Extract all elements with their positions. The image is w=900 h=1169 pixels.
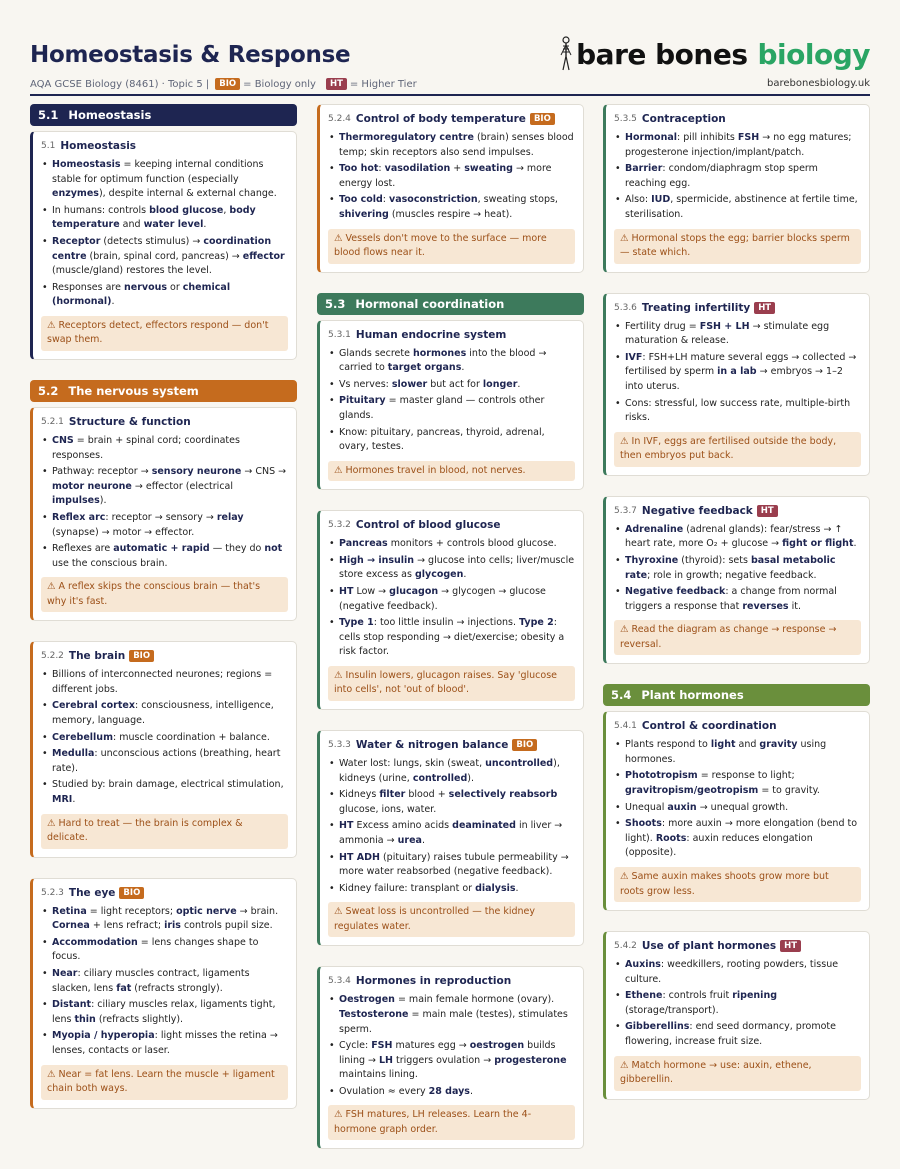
list-item: • Thermoregulatory centre (brain) senses blood temp; skin receptors also send impulses. bbox=[328, 131, 575, 160]
list-item: • Distant: ciliary muscles relax, ligaments tight, lens thin (refracts slightly). bbox=[41, 998, 288, 1027]
card-title: 5.3.2 Control of blood glucose bbox=[328, 519, 501, 532]
column-2 bbox=[317, 104, 584, 1169]
skeleton-icon bbox=[559, 36, 573, 72]
bullet-list bbox=[614, 958, 861, 1050]
page-header bbox=[30, 0, 870, 97]
card-title: 5.1 Homeostasis bbox=[41, 140, 137, 152]
ht-legend: = Higher Tier bbox=[349, 78, 417, 90]
bullet-list bbox=[328, 993, 575, 1099]
logo bbox=[559, 36, 870, 72]
list-item: • Shoots: more auxin → more elongation (bend to light). Roots: auxin reduces elongation (opposite). bbox=[614, 817, 861, 861]
warning-note: ⚠ Receptors detect, effectors respond — don't swap them. bbox=[41, 316, 288, 351]
bullet-list bbox=[614, 738, 861, 861]
list-item: • Auxins: weedkillers, rooting powders, tissue culture. bbox=[614, 958, 861, 987]
bullet-list bbox=[41, 434, 288, 571]
list-item: • Barrier: condom/diaphragm stop sperm reaching egg. bbox=[614, 162, 861, 191]
card-title: 5.2.1 Structure & function bbox=[41, 415, 191, 428]
section-header-5-3: 5.3 Hormonal coordination bbox=[317, 293, 584, 315]
card-5-3-3-water bbox=[317, 730, 584, 946]
bio-badge: BIO bbox=[215, 78, 240, 90]
list-item: • Receptor (detects stimulus) → coordination centre (brain, spinal cord, pancreas) → effector (muscle/gland) restores the level. bbox=[41, 235, 288, 279]
card-5-1-homeostasis bbox=[30, 131, 297, 360]
list-item: • Vs nerves: slower but act for longer. bbox=[328, 378, 575, 393]
card-5-4-1-control bbox=[603, 711, 870, 911]
list-item: • HT ADH (pituitary) raises tubule permeability → more water reabsorbed (negative feedback). bbox=[328, 851, 575, 880]
list-item: • Adrenaline (adrenal glands): fear/stress → ↑ heart rate, more O₂ + glucose → fight or flight. bbox=[614, 523, 861, 552]
list-item: • Oestrogen = main female hormone (ovary). Testosterone = main male (testes), stimulates sperm. bbox=[328, 993, 575, 1037]
section-header-5-2: 5.2 The nervous system bbox=[30, 380, 297, 402]
warning-note: ⚠ Vessels don't move to the surface — more blood flows near it. bbox=[328, 229, 575, 264]
warning-note: ⚠ Match hormone → use: auxin, ethene, gibberellin. bbox=[614, 1056, 861, 1091]
card-5-3-7-feedback bbox=[603, 496, 870, 665]
bio-badge: BIO bbox=[119, 887, 144, 899]
warning-note: ⚠ FSH matures, LH releases. Learn the 4-hormone graph order. bbox=[328, 1105, 575, 1140]
list-item: • Responses are nervous or chemical (hormonal). bbox=[41, 281, 288, 310]
list-item: • Too hot: vasodilation + sweating → more energy lost. bbox=[328, 162, 575, 191]
column-3 bbox=[603, 104, 870, 1120]
bio-badge: BIO bbox=[129, 650, 154, 662]
card-title: 5.3.6 Treating infertility HT bbox=[614, 302, 861, 314]
bio-badge: BIO bbox=[530, 113, 555, 125]
list-item: • Know: pituitary, pancreas, thyroid, adrenal, ovary, testes. bbox=[328, 426, 575, 455]
warning-note: ⚠ Same auxin makes shoots grow more but roots grow less. bbox=[614, 867, 861, 902]
list-item: • Ovulation ≈ every 28 days. bbox=[328, 1085, 575, 1100]
warning-note: ⚠ Hard to treat — the brain is complex & delicate. bbox=[41, 814, 288, 849]
ht-badge: HT bbox=[326, 78, 347, 90]
list-item: • Gibberellins: end seed dormancy, promote flowering, increase fruit size. bbox=[614, 1020, 861, 1049]
list-item: • Homeostasis = keeping internal conditions stable for optimum function (especially enzymes), despite internal & external change. bbox=[41, 158, 288, 202]
header-divider bbox=[30, 94, 870, 96]
website-link[interactable]: barebonesbiology.uk bbox=[767, 78, 870, 89]
list-item: • Type 1: too little insulin → injections. Type 2: cells stop responding → diet/exercise; obesity a risk factor. bbox=[328, 616, 575, 660]
warning-note: ⚠ Near = fat lens. Learn the muscle + ligament chain both ways. bbox=[41, 1065, 288, 1100]
list-item: • HT Low → glucagon → glycogen → glucose (negative feedback). bbox=[328, 585, 575, 614]
bullet-list bbox=[41, 158, 288, 310]
list-item: • Hormonal: pill inhibits FSH → no egg matures; progesterone injection/implant/patch. bbox=[614, 131, 861, 160]
card-5-2-3-eye bbox=[30, 878, 297, 1109]
card-5-3-6-infertility bbox=[603, 293, 870, 476]
card-title: 5.3.5 Contraception bbox=[614, 113, 726, 125]
list-item: • Retina = light receptors; optic nerve → brain. Cornea + lens refract; iris controls pupil size. bbox=[41, 905, 288, 934]
list-item: • Cons: stressful, low success rate, multiple-birth risks. bbox=[614, 397, 861, 426]
logo-text-biology: biology bbox=[757, 37, 870, 71]
list-item: • Billions of interconnected neurones; regions = different jobs. bbox=[41, 668, 288, 697]
list-item: • Pancreas monitors + controls blood glucose. bbox=[328, 537, 575, 552]
warning-note: ⚠ A reflex skips the conscious brain — that's why it's fast. bbox=[41, 577, 288, 612]
list-item: • Cerebellum: muscle coordination + balance. bbox=[41, 731, 288, 746]
column-1 bbox=[30, 104, 297, 1129]
list-item: • Pituitary = master gland — controls other glands. bbox=[328, 394, 575, 423]
card-5-2-1-structure bbox=[30, 407, 297, 621]
list-item: • Cerebral cortex: consciousness, intelligence, memory, language. bbox=[41, 699, 288, 728]
list-item: • Unequal auxin → unequal growth. bbox=[614, 801, 861, 816]
bullet-list bbox=[328, 757, 575, 896]
card-5-2-4-temperature bbox=[317, 104, 584, 273]
bullet-list bbox=[41, 668, 288, 807]
page-title: Homeostasis & Response bbox=[30, 42, 351, 68]
list-item: • Reflexes are automatic + rapid — they do not use the conscious brain. bbox=[41, 542, 288, 571]
list-item: • Phototropism = response to light; gravitropism/geotropism = to gravity. bbox=[614, 769, 861, 798]
card-title: 5.2.3 The eye BIO bbox=[41, 887, 288, 899]
card-title: 5.3.7 Negative feedback HT bbox=[614, 505, 861, 517]
bio-legend: = Biology only bbox=[243, 78, 316, 90]
list-item: • Negative feedback: a change from normal triggers a response that reverses it. bbox=[614, 585, 861, 614]
list-item: • Reflex arc: receptor → sensory → relay (synapse) → motor → effector. bbox=[41, 511, 288, 540]
card-title: 5.2.2 The brain BIO bbox=[41, 650, 288, 662]
list-item: • CNS = brain + spinal cord; coordinates responses. bbox=[41, 434, 288, 463]
card-5-3-4-reproduction bbox=[317, 966, 584, 1149]
warning-note: ⚠ Insulin lowers, glucagon raises. Say 'glucose into cells', not 'out of blood'. bbox=[328, 666, 575, 701]
card-title: 5.4.1 Control & coordination bbox=[614, 720, 777, 733]
ht-badge: HT bbox=[780, 940, 801, 952]
bullet-list bbox=[614, 523, 861, 615]
list-item: • Myopia / hyperopia: light misses the retina → lenses, contacts or laser. bbox=[41, 1029, 288, 1058]
list-item: • Kidneys filter blood + selectively reabsorb glucose, ions, water. bbox=[328, 788, 575, 817]
card-5-4-2-uses bbox=[603, 931, 870, 1100]
list-item: • Also: IUD, spermicide, abstinence at fertile time, sterilisation. bbox=[614, 193, 861, 222]
card-title: 5.4.2 Use of plant hormones HT bbox=[614, 940, 861, 952]
bullet-list bbox=[614, 131, 861, 223]
card-title: 5.3.3 Water & nitrogen balance BIO bbox=[328, 739, 575, 751]
section-header-5-4: 5.4 Plant hormones bbox=[603, 684, 870, 706]
list-item: • Water lost: lungs, skin (sweat, uncontrolled), kidneys (urine, controlled). bbox=[328, 757, 575, 786]
list-item: • Plants respond to light and gravity using hormones. bbox=[614, 738, 861, 767]
card-5-3-1-endocrine bbox=[317, 320, 584, 491]
list-item: • Too cold: vasoconstriction, sweating stops, shivering (muscles respire → heat). bbox=[328, 193, 575, 222]
warning-note: ⚠ Hormonal stops the egg; barrier blocks sperm — state which. bbox=[614, 229, 861, 264]
card-title: 5.2.4 Control of body temperature BIO bbox=[328, 113, 575, 125]
list-item: • Medulla: unconscious actions (breathing, heart rate). bbox=[41, 747, 288, 776]
list-item: • Near: ciliary muscles contract, ligaments slacken, lens fat (refracts strongly). bbox=[41, 967, 288, 996]
page-subtitle bbox=[30, 78, 417, 90]
list-item: • Studied by: brain damage, electrical stimulation, MRI. bbox=[41, 778, 288, 807]
card-5-3-2-glucose bbox=[317, 510, 584, 710]
warning-note: ⚠ Read the diagram as change → response → reversal. bbox=[614, 620, 861, 655]
list-item: • Ethene: controls fruit ripening (storage/transport). bbox=[614, 989, 861, 1018]
ht-badge: HT bbox=[757, 505, 778, 517]
list-item: • Cycle: FSH matures egg → oestrogen builds lining → LH triggers ovulation → progesterone maintains lining. bbox=[328, 1039, 575, 1083]
list-item: • Fertility drug = FSH + LH → stimulate egg maturation & release. bbox=[614, 320, 861, 349]
bullet-list bbox=[328, 347, 575, 455]
list-item: • Kidney failure: transplant or dialysis. bbox=[328, 882, 575, 897]
list-item: • Accommodation = lens changes shape to focus. bbox=[41, 936, 288, 965]
bio-badge: BIO bbox=[512, 739, 537, 751]
list-item: • HT Excess amino acids deaminated in liver → ammonia → urea. bbox=[328, 819, 575, 848]
card-title: 5.3.1 Human endocrine system bbox=[328, 328, 507, 341]
warning-note: ⚠ Sweat loss is uncontrolled — the kidney regulates water. bbox=[328, 902, 575, 937]
bullet-list bbox=[328, 537, 575, 660]
bullet-list bbox=[41, 905, 288, 1059]
warning-note: ⚠ Hormones travel in blood, not nerves. bbox=[328, 461, 575, 482]
warning-note: ⚠ In IVF, eggs are fertilised outside the body, then embryos put back. bbox=[614, 432, 861, 467]
bullet-list bbox=[328, 131, 575, 223]
subtitle-course: AQA GCSE Biology (8461) · Topic 5 | bbox=[30, 78, 210, 90]
logo-text-bare-bones: bare bones bbox=[576, 37, 748, 71]
section-header-5-1: 5.1 Homeostasis bbox=[30, 104, 297, 126]
list-item: • Pathway: receptor → sensory neurone → CNS → motor neurone → effector (electrical impulses). bbox=[41, 465, 288, 509]
card-5-3-5-contraception bbox=[603, 104, 870, 273]
bullet-list bbox=[614, 320, 861, 426]
ht-badge: HT bbox=[754, 302, 775, 314]
list-item: • Thyroxine (thyroid): sets basal metabolic rate; role in growth; negative feedback. bbox=[614, 554, 861, 583]
list-item: • Glands secrete hormones into the blood → carried to target organs. bbox=[328, 347, 575, 376]
list-item: • IVF: FSH+LH mature several eggs → collected → fertilised by sperm in a lab → embryos → 1–2 into uterus. bbox=[614, 351, 861, 395]
list-item: • High → insulin → glucose into cells; liver/muscle store excess as glycogen. bbox=[328, 554, 575, 583]
list-item: • In humans: controls blood glucose, body temperature and water level. bbox=[41, 204, 288, 233]
card-title: 5.3.4 Hormones in reproduction bbox=[328, 975, 512, 988]
card-5-2-2-brain bbox=[30, 641, 297, 857]
